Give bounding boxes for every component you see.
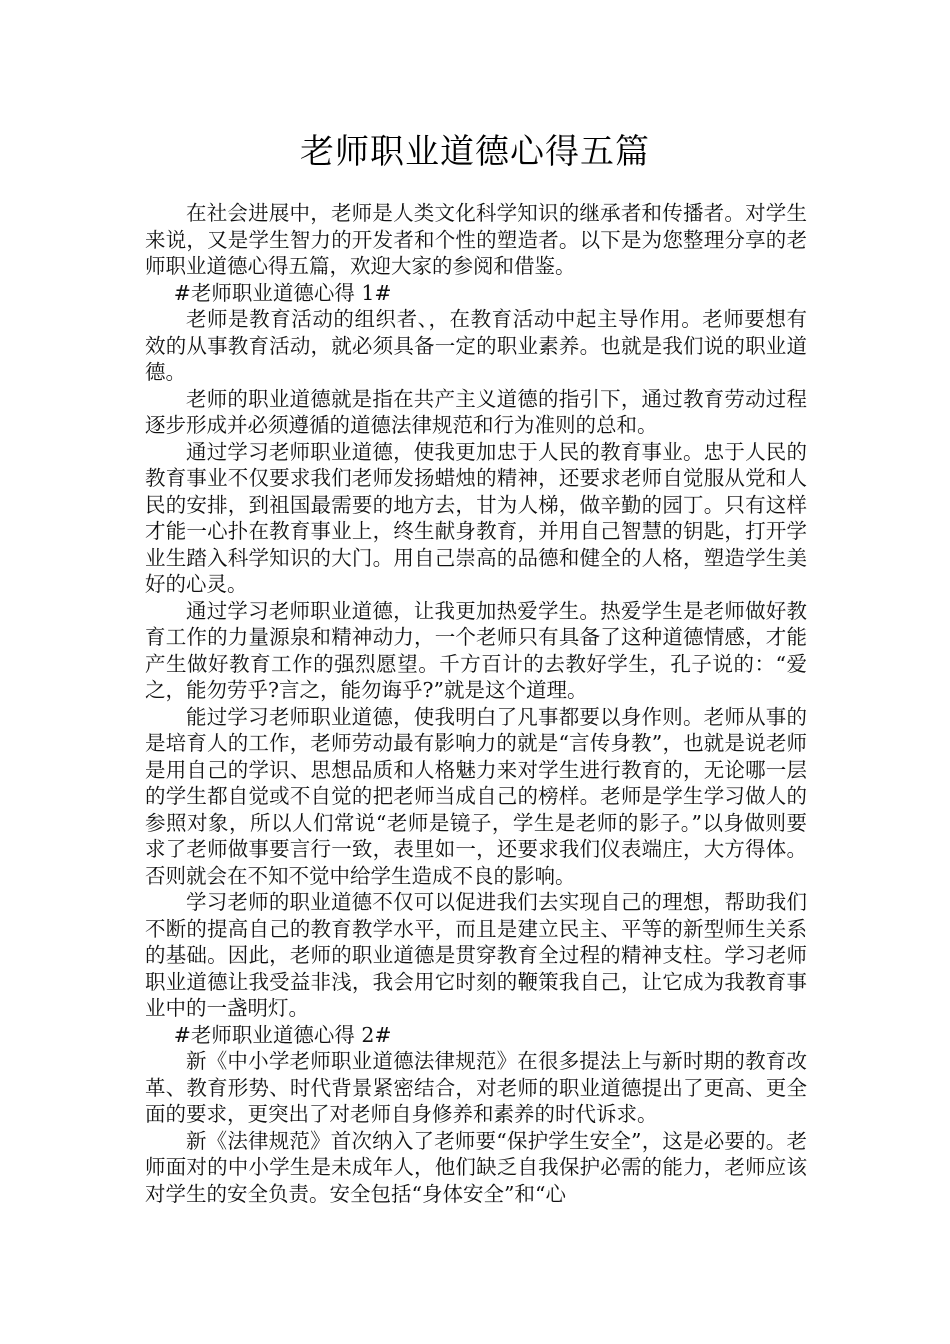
paragraph: 通过学习老师职业道德，让我更加热爱学生。热爱学生是老师做好教育工作的力量源泉和精神动力，一个老师只有具备了这种道德情感，才能产生做好教育工作的强烈愿望。千方百计的去教好学生，孔子说的：“爱之，能勿劳乎?言之，能勿诲乎?”就是这个道理。	[145, 598, 807, 702]
paragraph: 老师是教育活动的组织者、，在教育活动中起主导作用。老师要想有效的从事教育活动，就必须具备一定的职业素养。也就是我们说的职业道德。	[145, 307, 807, 384]
paragraph: 老师的职业道德就是指在共产主义道德的指引下，通过教育劳动过程逐步形成并必须遵循的道德法律规范和行为准则的总和。	[145, 386, 807, 437]
document-body	[145, 200, 807, 1207]
paragraph: 新《法律规范》首次纳入了老师要“保护学生安全”，这是必要的。老师面对的中小学生是未成年人，他们缺乏自我保护必需的能力，老师应该对学生的安全负责。安全包括“身体安全”和“心	[145, 1128, 807, 1206]
paragraph: 在社会进展中，老师是人类文化科学知识的继承者和传播者。对学生来说，又是学生智力的开发者和个性的塑造者。以下是为您整理分享的老师职业道德心得五篇，欢迎大家的参阅和借鉴。	[145, 201, 807, 278]
document-title: 老师职业道德心得五篇	[300, 132, 650, 172]
section-heading: #老师职业道德心得 2#	[173, 1022, 392, 1047]
paragraph: 新《中小学老师职业道德法律规范》在很多提法上与新时期的教育改革、教育形势、时代背景紧密结合，对老师的职业道德提出了更高、更全面的要求，更突出了对老师自身修养和素养的时代诉求。	[145, 1049, 807, 1126]
section-heading: #老师职业道德心得 1#	[173, 280, 392, 305]
paragraph: 学习老师的职业道德不仅可以促进我们去实现自己的理想，帮助我们不断的提高自己的教育教学水平，而且是建立民主、平等的新型师生关系的基础。因此，老师的职业道德是贯穿教育全过程的精神支柱。学习老师职业道德让我受益非浅，我会用它时刻的鞭策我自己，让它成为我教育事业中的一盏明灯。	[145, 890, 807, 1020]
paragraph: 能过学习老师职业道德，使我明白了凡事都要以身作则。老师从事的是培育人的工作，老师劳动最有影响力的就是“言传身教”，也就是说老师是用自己的学识、思想品质和人格魅力来对学生进行教育的，无论哪一层的学生都自觉或不自觉的把老师当成自己的榜样。老师是学生学习做人的参照对象，所以人们常说“老师是镜子，学生是老师的影子。”以身做则要求了老师做事要言行一致，表里如一，还要求我们仪表端庄，大方得体。否则就会在不知不觉中给学生造成不良的影响。	[145, 704, 807, 888]
paragraph: 通过学习老师职业道德，使我更加忠于人民的教育事业。忠于人民的教育事业不仅要求我们老师发扬蜡烛的精神，还要求老师自觉服从党和人民的安排，到祖国最需要的地方去，甘为人梯，做辛勤的园丁。只有这样才能一心扑在教育事业上，终生献身教育，并用自己智慧的钥匙，打开学业生踏入科学知识的大门。用自己崇高的品德和健全的人格，塑造学生美好的心灵。	[145, 439, 807, 596]
